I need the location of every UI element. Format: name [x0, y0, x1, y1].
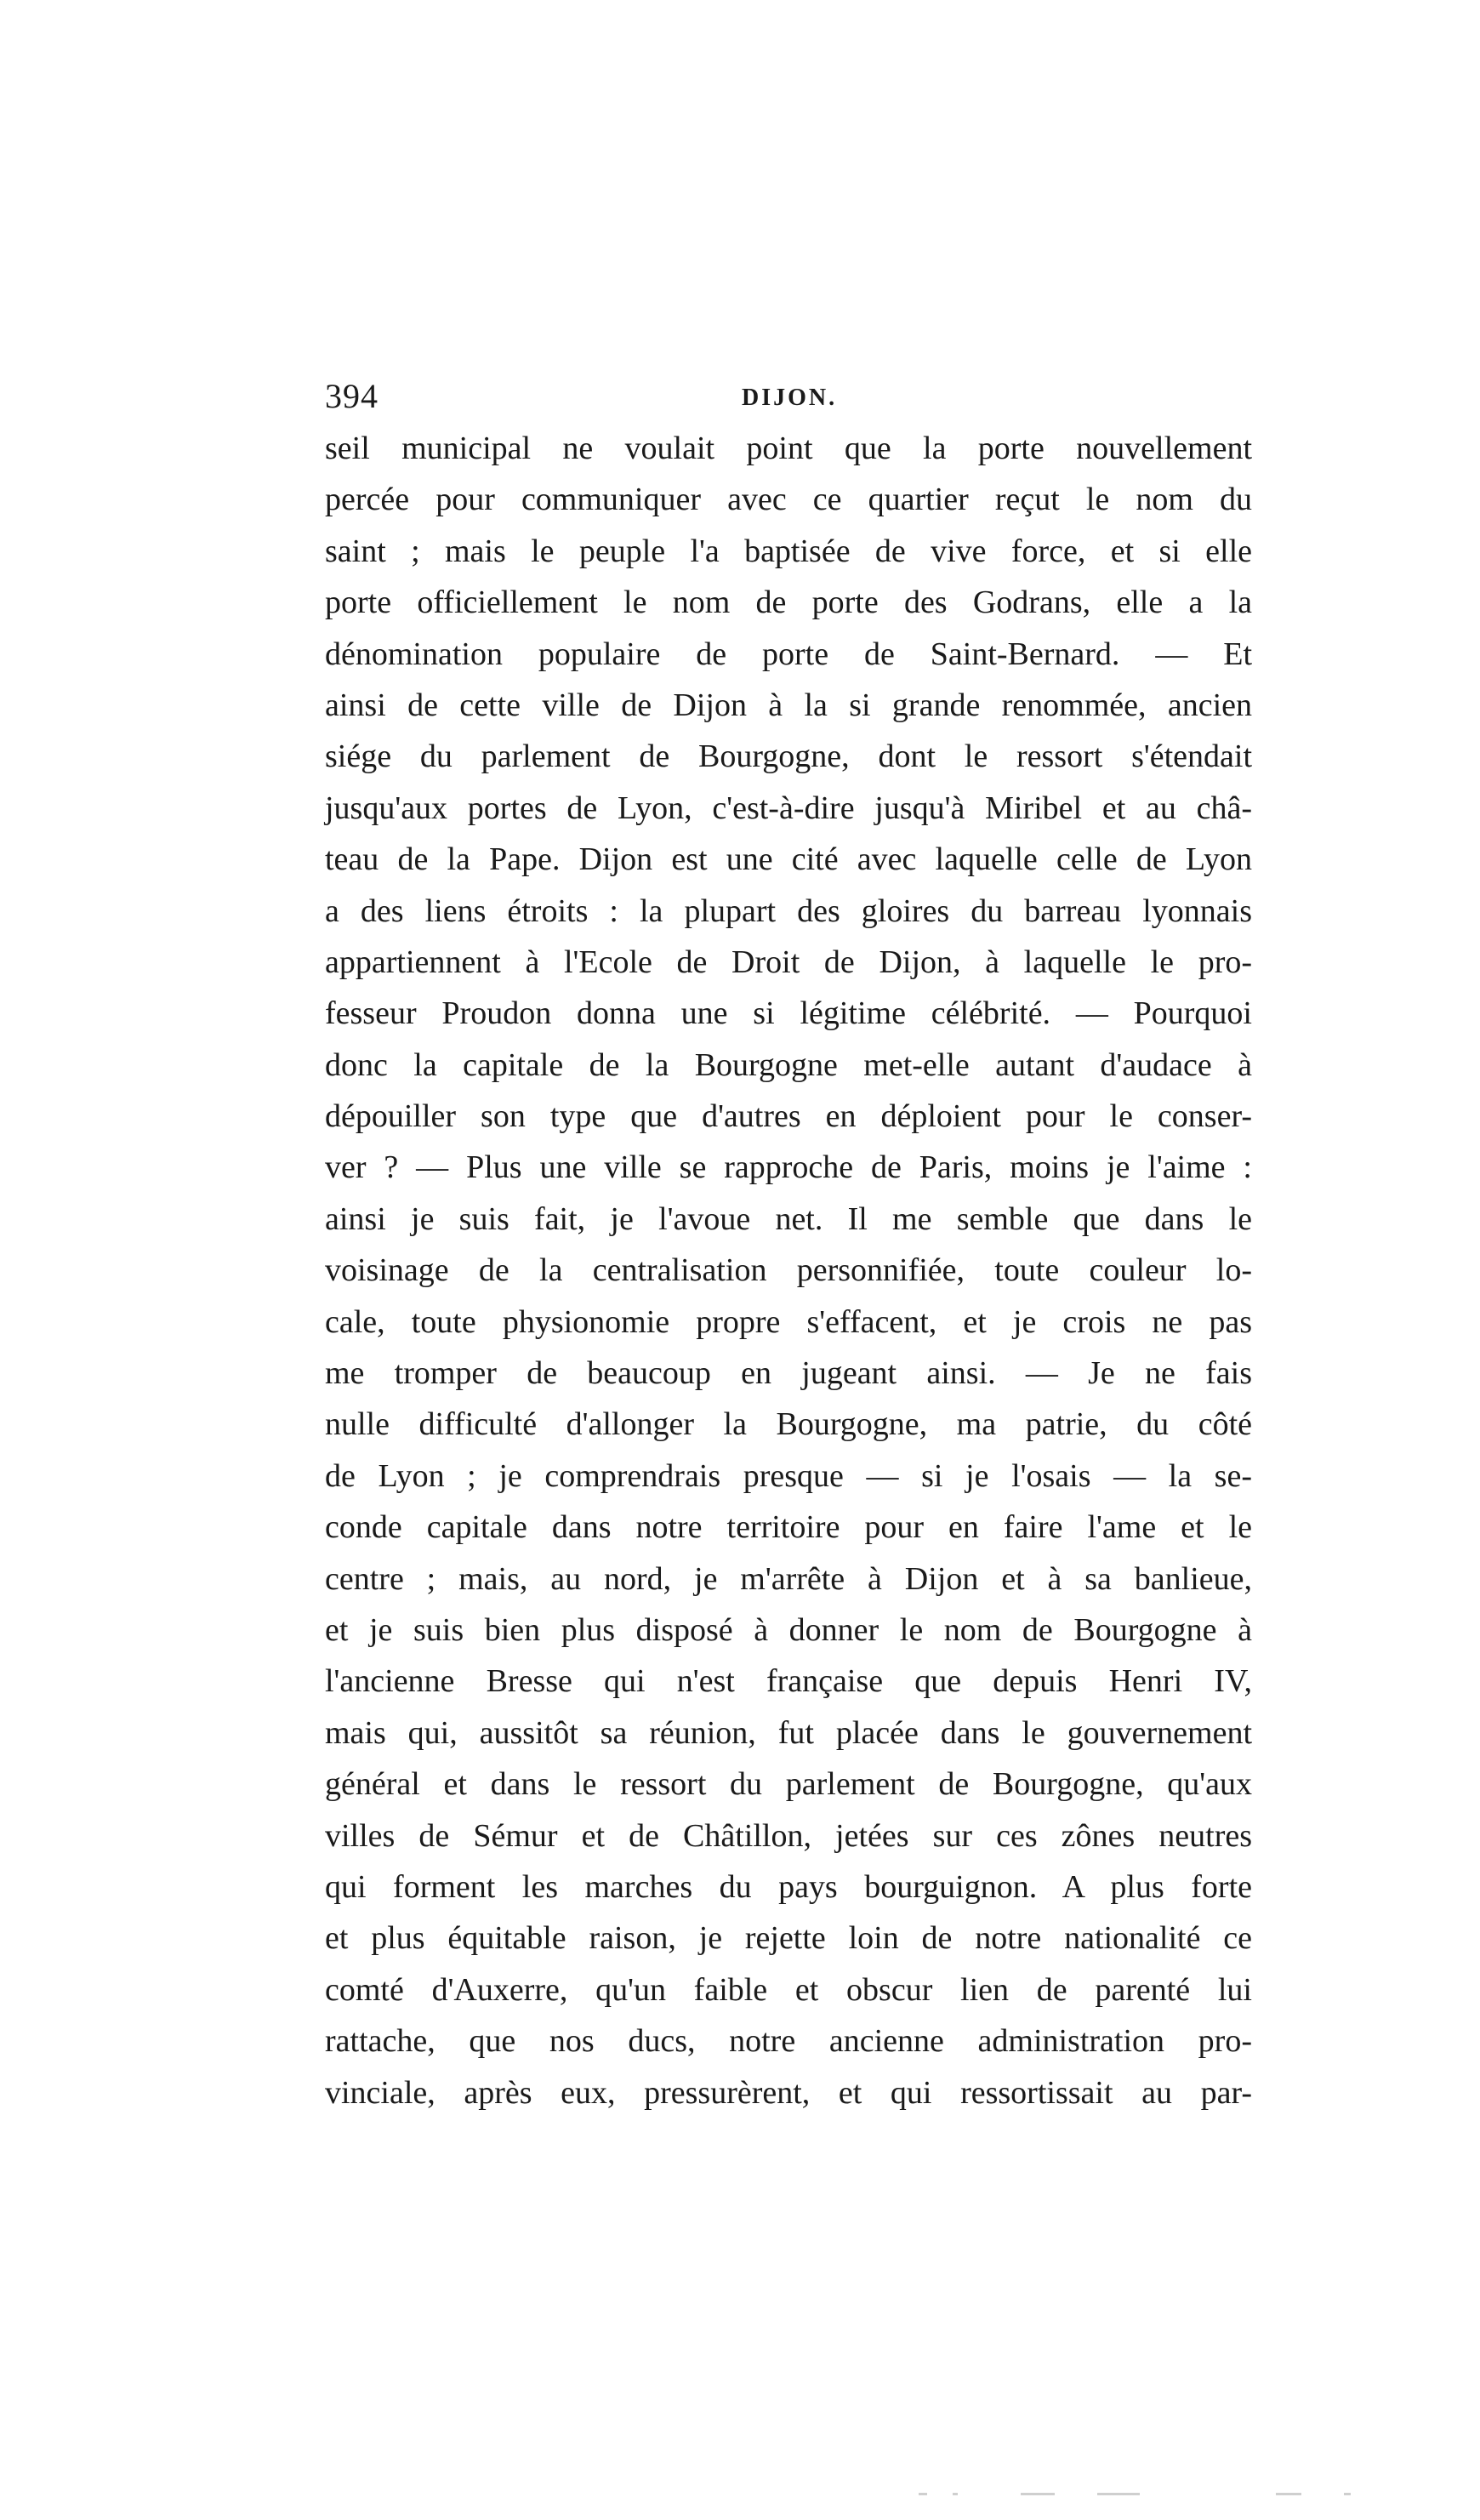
scan-speck	[1021, 2493, 1055, 2495]
body-text	[325, 423, 1252, 2118]
scan-speck	[919, 2493, 927, 2495]
text-line: qui forment les marches du pays bourguignon. A plus forte	[325, 1868, 1252, 1905]
text-line: cale, toute physionomie propre s'effacent, et je crois ne pas	[325, 1303, 1252, 1340]
text-line: vinciale, après eux, pressurèrent, et qui ressortissait au par-	[325, 2074, 1252, 2111]
text-line: appartiennent à l'Ecole de Droit de Dijon, à laquelle le pro-	[325, 944, 1252, 980]
text-line: voisinage de la centralisation personnifiée, toute couleur lo-	[325, 1252, 1252, 1289]
text-line: nulle difficulté d'allonger la Bourgogne, ma patrie, du côté	[325, 1406, 1252, 1443]
text-line: et je suis bien plus disposé à donner le nom de Bourgogne à	[325, 1611, 1252, 1648]
text-line: rattache, que nos ducs, notre ancienne administration pro-	[325, 2023, 1252, 2060]
text-line: l'ancienne Bresse qui n'est française que depuis Henri IV,	[325, 1663, 1252, 1700]
text-line: saint ; mais le peuple l'a baptisée de vive force, et si elle	[325, 533, 1252, 569]
scan-speck	[1344, 2493, 1351, 2495]
text-line: percée pour communiquer avec ce quartier reçut le nom du	[325, 482, 1252, 518]
text-line: porte officiellement le nom de porte des Godrans, elle a la	[325, 584, 1252, 621]
text-line: ainsi de cette ville de Dijon à la si grande renommée, ancien	[325, 687, 1252, 723]
text-line: et plus équitable raison, je rejette loin de notre nationalité ce	[325, 1920, 1252, 1957]
text-line: a des liens étroits : la plupart des gloires du barreau lyonnais	[325, 892, 1252, 929]
page-number: 394	[325, 377, 379, 415]
scan-speck	[1097, 2493, 1140, 2495]
text-line: teau de la Pape. Dijon est une cité avec laquelle celle de Lyon	[325, 841, 1252, 878]
running-head	[325, 371, 1252, 422]
text-line: centre ; mais, au nord, je m'arrête à Dijon et à sa banlieue,	[325, 1560, 1252, 1597]
text-line: ver ? — Plus une ville se rapproche de Paris, moins je l'aime :	[325, 1149, 1252, 1186]
text-line: comté d'Auxerre, qu'un faible et obscur lien de parenté lui	[325, 1971, 1252, 2008]
scan-speck	[1276, 2493, 1301, 2495]
text-line: ainsi je suis fait, je l'avoue net. Il me semble que dans le	[325, 1200, 1252, 1237]
text-line: villes de Sémur et de Châtillon, jetées sur ces zônes neutres	[325, 1817, 1252, 1854]
text-line: donc la capitale de la Bourgogne met-elle autant d'audace à	[325, 1046, 1252, 1083]
text-line: mais qui, aussitôt sa réunion, fut placée dans le gouvernement	[325, 1714, 1252, 1751]
text-line: siége du parlement de Bourgogne, dont le ressort s'étendait	[325, 738, 1252, 775]
scan-specks	[919, 2486, 1429, 2503]
text-line: seil municipal ne voulait point que la porte nouvellement	[325, 430, 1252, 466]
text-line: jusqu'aux portes de Lyon, c'est-à-dire jusqu'à Miribel et au châ-	[325, 790, 1252, 826]
text-line: de Lyon ; je comprendrais presque — si je l'osais — la se-	[325, 1457, 1252, 1494]
text-line: conde capitale dans notre territoire pour en faire l'ame et le	[325, 1509, 1252, 1546]
text-line: général et dans le ressort du parlement de Bourgogne, qu'aux	[325, 1766, 1252, 1803]
text-line: me tromper de beaucoup en jugeant ainsi. — Je ne fais	[325, 1355, 1252, 1392]
scan-speck	[953, 2493, 958, 2495]
text-line: dénomination populaire de porte de Saint-Bernard. — Et	[325, 636, 1252, 672]
text-line: fesseur Proudon donna une si légitime célébrité. — Pourquoi	[325, 995, 1252, 1032]
running-title: DIJON.	[742, 385, 838, 411]
text-line: dépouiller son type que d'autres en déploient pour le conser-	[325, 1098, 1252, 1135]
